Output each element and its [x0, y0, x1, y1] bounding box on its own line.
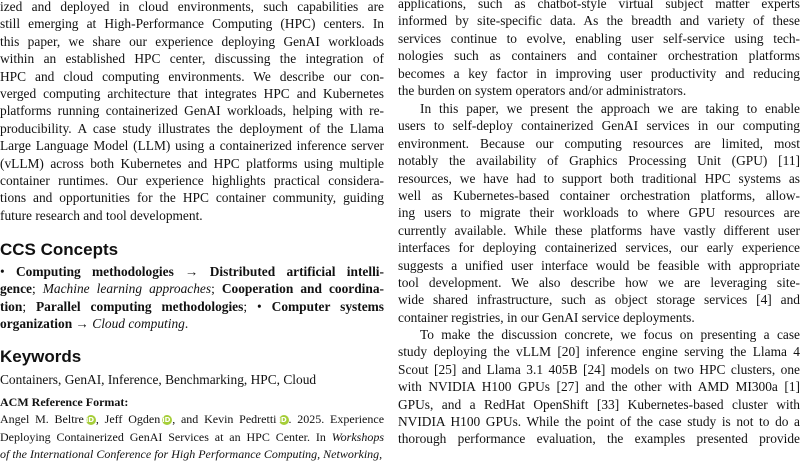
body-line: study deploying the vLLM [20] inference engine serving the Llama 4: [398, 344, 800, 360]
bullet: •: [257, 298, 262, 314]
abstract-line: HPC and cloud computing environments. We describe our con-: [0, 68, 384, 84]
acm-ref-heading: ACM Reference Format:: [0, 395, 129, 409]
ccs-concept: Machine learning approaches: [42, 281, 212, 297]
separator: ;: [243, 298, 258, 314]
body-line: well as Kubernetes-based container orchestration platforms, allow-: [398, 187, 800, 203]
body-line: applications, such as chatbot-style virtual subject matter experts: [398, 0, 800, 11]
acm-reference: [0, 394, 384, 464]
ccs-line-1: [0, 263, 384, 280]
ccs-concept: Computer systems: [271, 298, 384, 314]
ccs-body: [0, 263, 384, 333]
ccs-concept: Cooperation and coordina-: [221, 281, 385, 297]
period: .: [184, 316, 189, 332]
body-line: interfaces for deploying containerized services, our early experience: [398, 240, 800, 256]
abstract-line: (vLLM) across both Kubernetes and HPC platforms using multiple: [0, 155, 384, 171]
abstract-line: producibility. A case study illustrates the deployment of the Llama: [0, 120, 384, 136]
abstract-line: still emerging at High-Performance Computing (HPC) centers. In: [0, 16, 384, 32]
body-line: with NVIDIA H100 GPUs [27] and the other with AMD MI300a [1]: [398, 379, 800, 395]
body-line: To make the discussion concrete, we focus on presenting a case: [420, 327, 800, 342]
body-line: tool development. We also describe how we are leveraging site-: [398, 274, 800, 290]
ccs-concept: organization: [0, 316, 73, 332]
body-line: nologies such as containers and container orchestration platforms: [398, 48, 800, 64]
abstract-line: this paper, we share our experience deploying GenAI workloads: [0, 33, 384, 49]
arrow: →: [72, 316, 93, 332]
body-line: currently available. While these platforms have vastly different user: [398, 222, 800, 238]
abstract-body: [0, 0, 384, 224]
acm-ref-line: [0, 411, 384, 428]
author-name: Jeff Ogden: [104, 412, 161, 427]
separator: ;: [31, 281, 43, 297]
body-line: informed by site-specific data. As the breadth and variety of these: [398, 13, 800, 29]
separator: , and: [172, 412, 205, 427]
abstract-line: tions and opportunities for the HPC container community, guiding: [0, 190, 384, 206]
body-line: notably the availability of Graphics Processing Unit (GPU) [11]: [398, 153, 800, 169]
body-line: thorough performance evaluation, the examples presented provide: [398, 431, 800, 447]
body-line: services continue to evolve, enabling user self-service using tech-: [398, 30, 800, 46]
keywords-text: Containers, GenAI, Inference, Benchmarking, HPC, Cloud: [0, 372, 317, 387]
paragraph-approach: [398, 100, 800, 326]
ccs-concept: Computing methodologies → Distributed artificial intelli-: [15, 264, 384, 279]
ccs-line-4: [0, 315, 384, 332]
body-line: suggests a unified user interface would be feasible with appropriate: [398, 257, 800, 273]
body-line: becomes a key factor in improving user productivity and reducing: [398, 65, 800, 81]
abstract-line: Large Language Model (LLM) using a containerized inference server: [0, 138, 384, 154]
orcid-icon[interactable]: iD: [278, 416, 287, 425]
abstract-line: container runtimes. Our experience highlights practical considera-: [0, 172, 384, 188]
ccs-concept: gence: [0, 281, 32, 297]
paragraph-case-study: [398, 326, 800, 448]
abstract-line: within an established HPC center, discussing the integration of: [0, 51, 384, 67]
ccs-line-2: [0, 280, 384, 297]
body-line: the burden on system operators and/or administrators.: [398, 82, 687, 98]
ref-venue: Workshops: [331, 429, 384, 444]
separator: ;: [211, 281, 222, 297]
ccs-concept: Parallel computing methodologies: [36, 298, 244, 314]
keywords-heading: Keywords: [0, 347, 82, 366]
abstract-line: platforms running containerized GenAI workloads, helping with re-: [0, 103, 384, 119]
body-line: container registries, in our GenAI service deployments.: [398, 309, 695, 325]
author-name: Kevin Pedretti: [204, 412, 277, 427]
orcid-icon[interactable]: iD: [162, 416, 171, 425]
ccs-heading: CCS Concepts: [0, 240, 119, 259]
body-line: NVIDIA H100 GPUs. While the point of the case study is not to do a: [398, 413, 800, 429]
separator: ,: [95, 412, 105, 427]
intro-paragraph: [398, 0, 800, 99]
body-line: ing users to migrate their workloads to where GPU resources are: [398, 205, 800, 221]
body-line: GPUs, and a RedHat OpenShift [33] Kubernetes-based cluster with: [398, 396, 800, 412]
acm-ref-line: of the International Conference for High Performance Computing, Networking,: [0, 447, 383, 462]
ccs-line-3: [0, 298, 384, 315]
abstract-line: ized and deployed in cloud environments, such capabilities are: [0, 0, 384, 14]
separator: ;: [22, 298, 36, 314]
ccs-concept: Cloud computing: [92, 316, 185, 332]
abstract-line: future research and tool development.: [0, 207, 203, 223]
orcid-icon[interactable]: iD: [85, 416, 95, 425]
body-line: Scout [25] and Llama 3.1 405B [24] models on two HPC clusters, one: [398, 361, 800, 377]
body-line: wide shared infrastructure, such as object storage services [4] and: [398, 292, 800, 308]
ref-title: Deploying Containerized GenAI Services at an HPC Center. In: [0, 429, 332, 444]
abstract-line: verged computing architecture that integrates HPC and Kubernetes: [0, 85, 384, 101]
body-line: users to self-deploy containerized GenAI services in our computing: [398, 118, 800, 134]
body-line: environment. Because our computing resources are limited, most: [398, 135, 800, 151]
author-name: Angel M. Beltre: [0, 412, 84, 427]
body-line: In this paper, we present the approach we are taking to enable: [420, 101, 800, 116]
ccs-concept: tion: [0, 298, 23, 314]
ref-title: . 2025. Experience: [288, 412, 385, 427]
acm-ref-line: [0, 429, 384, 446]
bullet: •: [0, 264, 5, 279]
body-line: resources, we have had to support both traditional HPC systems as: [398, 170, 800, 186]
